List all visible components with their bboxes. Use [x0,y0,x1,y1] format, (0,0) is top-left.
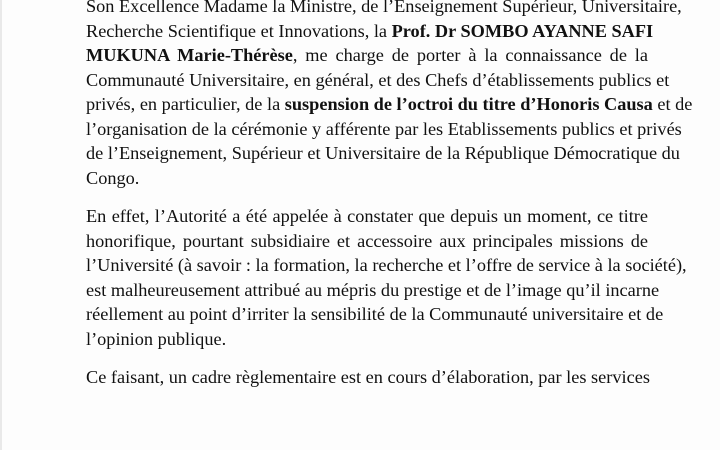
text-span: Son Excellence Madame la Ministre, de l’Enseignement Supérieur, Universitaire, [86,0,682,16]
text-span: En effet, l’Autorité a été appelée à constater que depuis un moment, ce titre [86,206,648,226]
text-span: Recherche Scientifique et Innovations, la [86,20,392,41]
text-span: l’organisation de la cérémonie y afférente par les Etablissements publics et privés [86,118,682,139]
text-span: l’Université (à savoir : la formation, la recherche et l’offre de service à la société), [86,255,687,275]
text-line [86,278,660,303]
text-line [86,19,654,44]
paragraph-gap [86,351,648,365]
text-line [86,141,680,166]
bold-text: Prof. Dr SOMBO AYANNE SAFI [391,20,654,41]
scan-edge [0,0,2,450]
text-line [86,253,687,278]
text-line [86,302,664,327]
text-line [86,43,648,68]
text-span: l’opinion publique. [86,328,227,349]
text-span: honorifique, pourtant subsidiaire et accessoire aux principales missions de [86,230,648,251]
text-line [86,365,648,390]
text-span: Communauté Universitaire, en général, et des Chefs d’établissements publics et [86,69,670,90]
text-span: et de [652,94,693,114]
document-body [86,0,693,390]
text-span: de l’Enseignement, Supérieur et Universitaire de la République Démocratique du [86,143,680,163]
text-line [86,166,648,191]
text-span: Ce faisant, un cadre règlementaire est en cours d’élaboration, par les services [86,367,650,387]
bold-text: MUKUNA Marie-Thérèse [86,45,293,65]
text-span: Congo. [86,167,140,188]
paragraph [86,0,693,190]
paragraph-gap [86,190,648,204]
text-span: réellement au point d’irriter la sensibilité de la Communauté universitaire et de [86,304,664,324]
paragraph [86,365,648,390]
text-line [86,327,648,352]
text-line [86,204,648,229]
text-line [86,0,682,19]
text-span: privés, en particulier, de la [86,94,285,114]
paragraph [86,204,687,351]
text-span: , me charge de porter à la connaissance de la [292,45,648,65]
text-line [86,92,693,117]
text-line [86,117,682,142]
text-span: est malheureusement attribué au mépris du prestige et de l’image qu’il incarne [86,279,660,300]
text-line [86,68,670,93]
bold-text: suspension de l’octroi du titre d’Honoris Causa [284,94,653,114]
text-line [86,229,648,254]
